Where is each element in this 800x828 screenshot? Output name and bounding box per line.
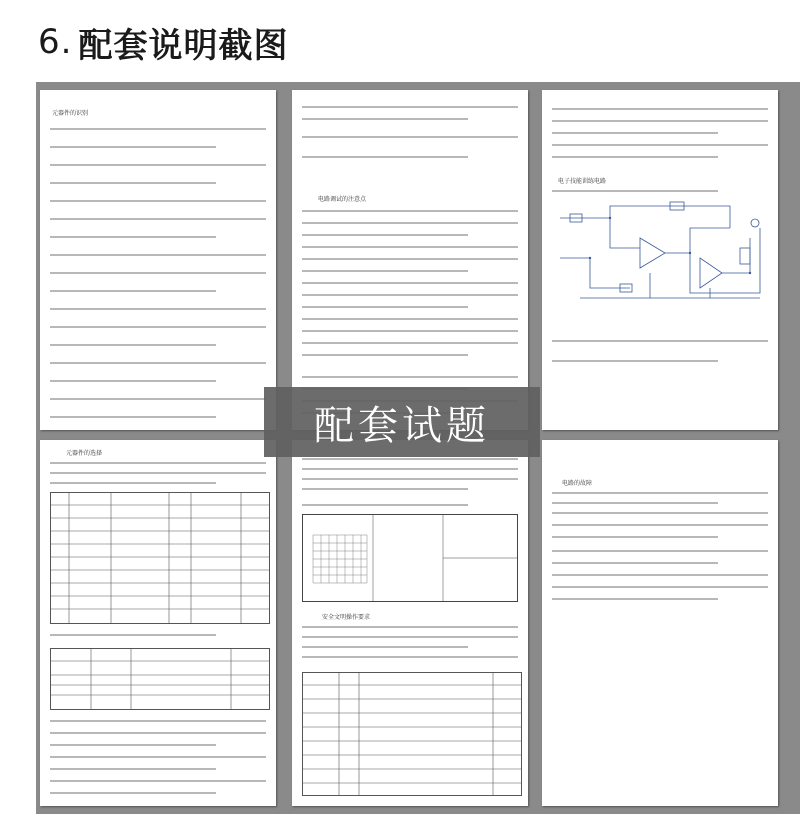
document-page-6: [542, 440, 778, 806]
page-4-heading: 元器件的选择: [66, 450, 103, 457]
page-heading: [38, 12, 288, 72]
heading-number: 6.: [38, 22, 73, 62]
instrument-table: [50, 648, 270, 710]
page-1-heading: 元器件的识别: [52, 110, 89, 117]
document-page-4: [40, 440, 276, 806]
overlay-banner: 配套试题: [264, 387, 540, 457]
scoring-table: [302, 672, 522, 796]
page-3-heading: 电子技能训练电路: [558, 178, 607, 185]
page-2-heading: 电路调试的注意点: [318, 196, 367, 203]
circuit-diagram-icon: [550, 198, 770, 308]
page-5-heading: 安全文明操作要求: [322, 614, 371, 621]
document-page-1: [40, 90, 276, 430]
document-page-2: [292, 90, 528, 430]
document-page-5: [292, 440, 528, 806]
waveform-grid: [302, 514, 518, 602]
document-page-3: [542, 90, 778, 430]
heading-title: 配套说明截图: [78, 25, 289, 66]
component-table: [50, 492, 270, 624]
page-6-heading: 电路的故障: [562, 480, 593, 487]
